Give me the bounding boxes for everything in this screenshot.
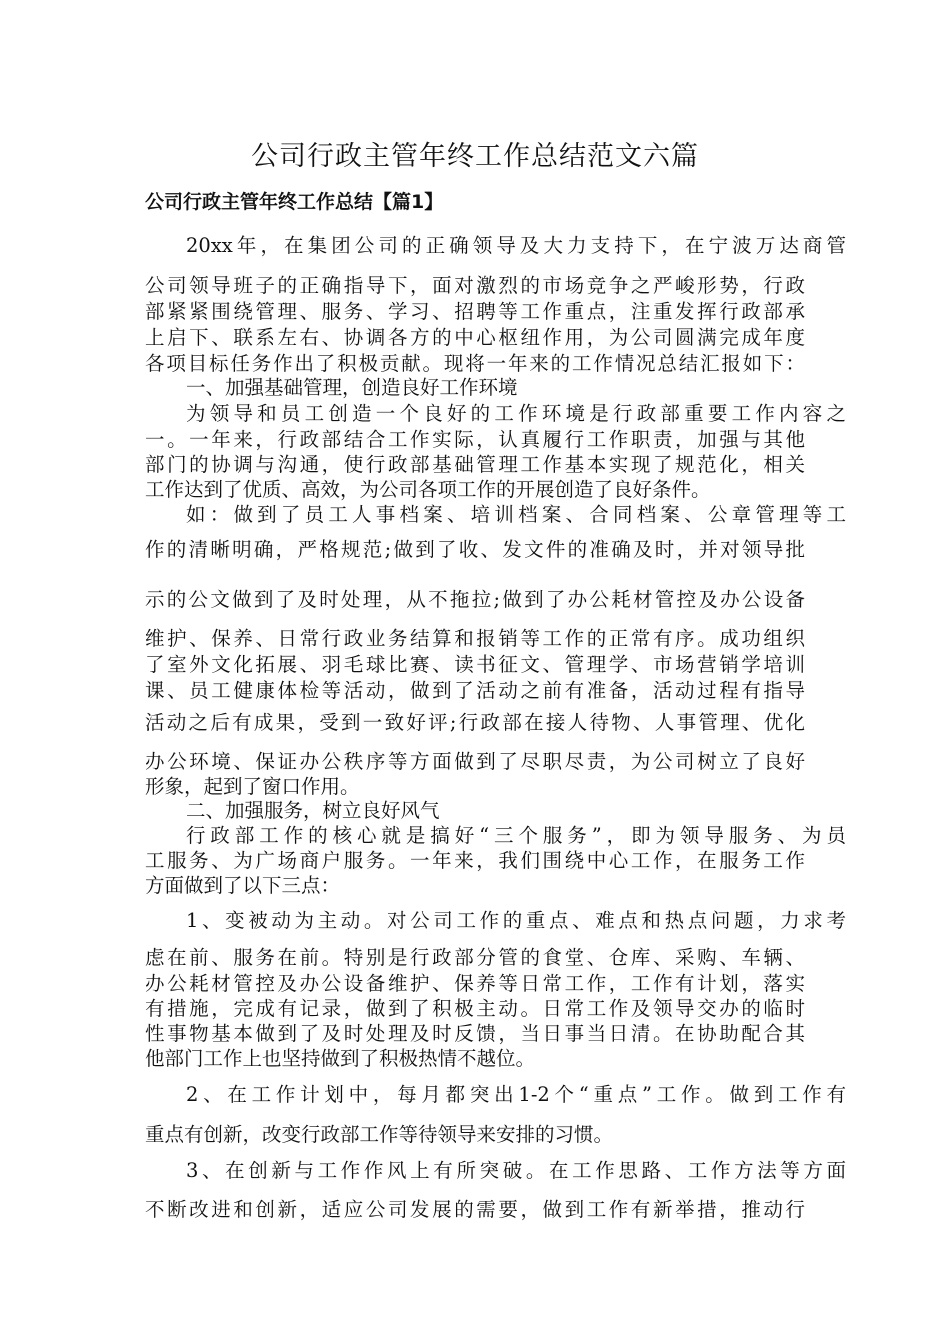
paragraph-line: 有措施，完成有记录，做到了积极主动。日常工作及领导交办的临时	[145, 997, 805, 1020]
paragraph-line: 2、在工作计划中，每月都突出1-2个“重点”工作。做到工作有	[186, 1083, 846, 1106]
paragraph-line: 示的公文做到了及时处理，从不拖拉;做到了办公耗材管控及办公设备	[145, 588, 805, 611]
paragraph-line: 性事物基本做到了及时处理及时反馈，当日事当日清。在协助配合其	[145, 1022, 805, 1045]
paragraph-line: 作的清晰明确，严格规范;做到了收、发文件的准确及时，并对领导批	[145, 538, 805, 561]
paragraph-line: 1、变被动为主动。对公司工作的重点、难点和热点问题，力求考	[186, 909, 846, 932]
paragraph-line: 3、在创新与工作作风上有所突破。在工作思路、工作方法等方面	[186, 1159, 846, 1182]
paragraph-line: 方面做到了以下三点：	[145, 874, 341, 897]
paragraph-line: 不断改进和创新，适应公司发展的需要，做到工作有新举措，推动行	[145, 1198, 805, 1221]
paragraph-line: 课、员工健康体检等活动，做到了活动之前有准备，活动过程有指导	[145, 679, 805, 702]
paragraph-line: 一。一年来，行政部结合工作实际，认真履行工作职责，加强与其他	[145, 428, 805, 451]
paragraph-line: 虑在前、服务在前。特别是行政部分管的食堂、仓库、采购、车辆、	[145, 946, 805, 969]
paragraph-line: 形象，起到了窗口作用。	[145, 775, 360, 798]
paragraph-line: 公司领导班子的正确指导下，面对激烈的市场竞争之严峻形势，行政	[145, 274, 805, 297]
paragraph-line: 活动之后有成果，受到一致好评;行政部在接人待物、人事管理、优化	[145, 711, 805, 734]
paragraph-line: 了室外文化拓展、羽毛球比赛、读书征文、管理学、市场营销学培训	[145, 653, 805, 676]
paragraph-line: 重点有创新，改变行政部工作等待领导来安排的习惯。	[145, 1123, 614, 1146]
paragraph-line: 一、加强基础管理，创造良好工作环境	[186, 376, 518, 399]
paragraph-line: 行政部工作的核心就是搞好“三个服务”，即为领导服务、为员	[186, 824, 846, 847]
paragraph-line: 如：做到了员工人事档案、培训档案、合同档案、公章管理等工	[186, 503, 846, 526]
paragraph-line: 为领导和员工创造一个良好的工作环境是行政部重要工作内容之	[186, 402, 846, 425]
document-title: 公司行政主管年终工作总结范文六篇	[251, 141, 699, 172]
paragraph-line: 各项目标任务作出了积极贡献。现将一年来的工作情况总结汇报如下：	[145, 352, 805, 375]
paragraph-line: 二、加强服务，树立良好风气	[186, 799, 440, 822]
paragraph-line: 上启下、联系左右、协调各方的中心枢纽作用，为公司圆满完成年度	[145, 326, 805, 349]
paragraph-line: 办公耗材管控及办公设备维护、保养等日常工作，工作有计划，落实	[145, 972, 805, 995]
paragraph-line: 工服务、为广场商户服务。一年来，我们围绕中心工作，在服务工作	[145, 849, 805, 872]
section-heading: 公司行政主管年终工作总结【篇1】	[145, 191, 444, 213]
paragraph-line: 部门的协调与沟通，使行政部基础管理工作基本实现了规范化，相关	[145, 453, 805, 476]
paragraph-line: 办公环境、保证办公秩序等方面做到了尽职尽责，为公司树立了良好	[145, 750, 805, 773]
paragraph-line: 部紧紧围绕管理、服务、学习、招聘等工作重点，注重发挥行政部承	[145, 300, 805, 323]
paragraph-line: 他部门工作上也坚持做到了积极热情不越位。	[145, 1047, 536, 1070]
paragraph-line: 20xx年，在集团公司的正确领导及大力支持下，在宁波万达商管	[186, 234, 846, 257]
paragraph-line: 维护、保养、日常行政业务结算和报销等工作的正常有序。成功组织	[145, 627, 805, 650]
paragraph-line: 工作达到了优质、高效，为公司各项工作的开展创造了良好条件。	[145, 478, 711, 501]
